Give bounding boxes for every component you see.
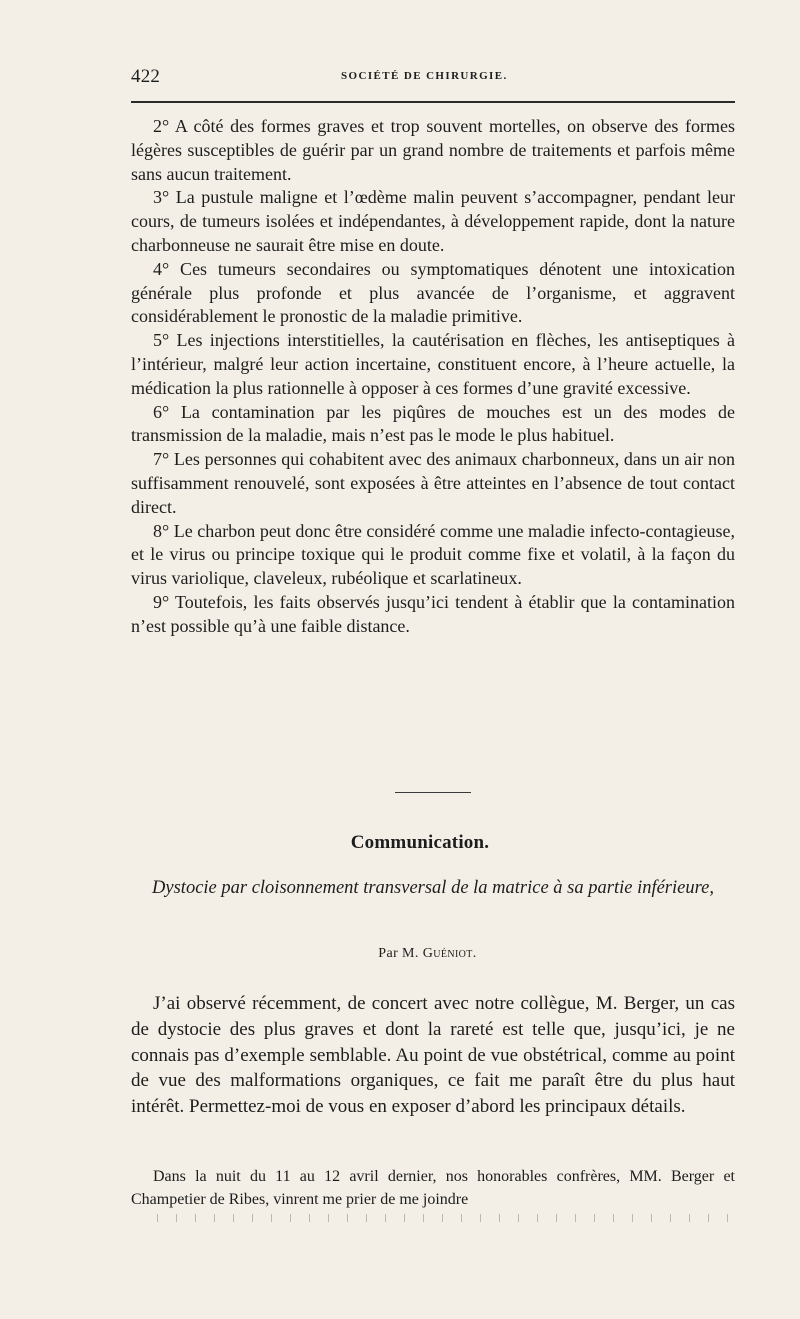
- byline-prefix: Par M.: [378, 946, 419, 961]
- conclusion-4: 4° Ces tumeurs secondaires ou symptomatiques dénotent une intoxication générale plus profonde et plus avancée de l’organisme, et aggravent considérablement le pronostic de la maladie primitive.: [131, 258, 735, 327]
- article-title: Dystocie par cloisonnement transversal de la matrice à sa partie inférieure,: [152, 878, 714, 898]
- numbered-conclusions: [131, 115, 735, 639]
- report-paragraph: Dans la nuit du 11 au 12 avril dernier, nos honorables confrères, MM. Berger et Champetier de Ribes, vinrent me prier de me joindre: [131, 1168, 735, 1208]
- conclusion-6: 6° La contamination par les piqûres de mouches est un des modes de transmission de la maladie, mais n’est pas le mode le plus habituel.: [131, 401, 735, 446]
- byline: [0, 946, 800, 962]
- section-divider: [395, 792, 471, 793]
- header-rule: [131, 101, 735, 103]
- intro-paragraph: J’ai observé récemment, de concert avec notre collègue, M. Berger, un cas de dystocie des plus graves et dont la rareté est telle que, jusqu’ici, je ne connais pas d’exemple semblable. Au point de vue obstétrical, comme au point de vue des malformations organiques, ce fait me paraît être du plus haut intérêt. Permettez-moi de vous en exposer d’abord les principaux détails.: [131, 993, 735, 1118]
- author-name: Guéniot.: [422, 946, 477, 961]
- conclusion-7: 7° Les personnes qui cohabitent avec des animaux charbonneux, dans un air non suffisamment renouvelé, sont exposées à être atteintes en l’absence de tout contact direct.: [131, 449, 735, 517]
- running-title: SOCIÉTÉ DE CHIRURGIE.: [341, 70, 508, 82]
- case-report-opening: [131, 1165, 735, 1211]
- communication-introduction: [131, 991, 735, 1120]
- print-speckle: [150, 1214, 730, 1222]
- section-heading: Communication.: [350, 832, 490, 853]
- page-number: 422: [131, 66, 161, 87]
- conclusion-9: 9° Toutefois, les faits observés jusqu’ici tendent à établir que la contamination n’est possible qu’à une faible distance.: [131, 591, 735, 636]
- conclusion-3: 3° La pustule maligne et l’œdème malin peuvent s’accompagner, pendant leur cours, de tumeurs isolées et indépendantes, à développement rapide, dont la nature charbonneuse ne saurait être mise en doute.: [131, 187, 735, 255]
- conclusion-2: 2° A côté des formes graves et trop souvent mortelles, on observe des formes légères susceptibles de guérir par un grand nombre de traitements et parfois même sans aucun traitement.: [131, 116, 735, 184]
- conclusion-5: 5° Les injections interstitielles, la cautérisation en flèches, les antiseptiques à l’intérieur, malgré leur action incertaine, constituent encore, à l’heure actuelle, la médication la plus rationnelle à opposer à ces formes d’une gravité excessive.: [131, 330, 735, 398]
- conclusion-8: 8° Le charbon peut donc être considéré comme une maladie infecto-contagieuse, et le virus ou principe toxique qui le produit comme fixe et volatil, à la façon du virus variolique, claveleux, rubéolique et scarlatineux.: [131, 520, 735, 589]
- running-header: [131, 66, 735, 86]
